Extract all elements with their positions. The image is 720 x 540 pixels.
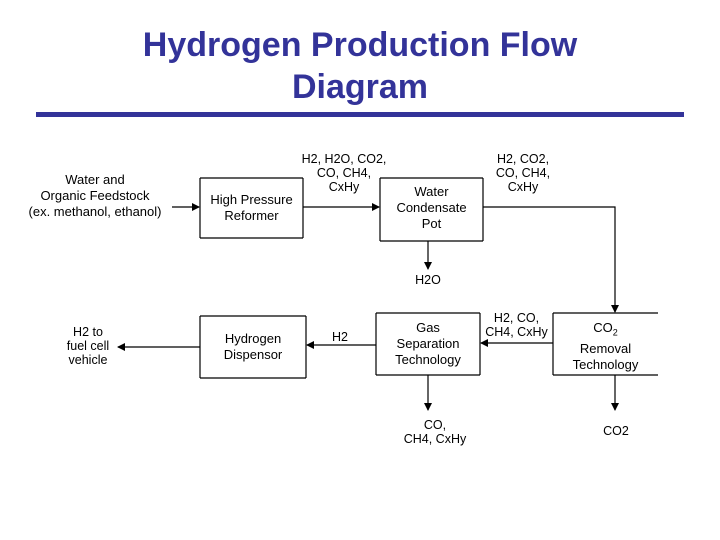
to-vehicle-label [58, 325, 118, 367]
separation-byproduct-line-2: CH4, CxHy [403, 432, 467, 446]
feedstock-label [18, 172, 172, 220]
to-vehicle-line-1: H2 to [73, 325, 103, 339]
separation-byproduct-label [398, 418, 472, 446]
gas-separation-line-3: Technology [395, 352, 461, 367]
feedstock-line-1: Water and [65, 172, 125, 187]
co2-removal-line-1-sub: 2 [612, 327, 618, 338]
separation-byproduct-line-1: CO, [423, 418, 447, 432]
gas-separation-node [376, 320, 480, 368]
feedstock-line-3: (ex. methanol, ethanol) [28, 204, 162, 219]
title-line-2: Diagram [291, 68, 429, 106]
title-line-1: Hydrogen Production Flow [142, 26, 578, 64]
condensate-pot-line-2: Condensate [396, 200, 467, 215]
co2-removal-line-1 [553, 320, 658, 341]
pot-to-co2-removal-arrow [483, 207, 615, 312]
h2-to-dispenser-label [325, 330, 355, 344]
reformer-line-2: Reformer [224, 208, 279, 223]
co2-out-text: CO2 [603, 424, 629, 438]
co2-removal-line-1-text: CO [593, 320, 613, 335]
reformer-node [200, 192, 303, 224]
to-separation-line-2: CH4, CxHy [485, 325, 548, 339]
dispenser-node [200, 331, 306, 363]
reformer-out-line-3: CxHy [328, 180, 360, 194]
reformer-line-1: High Pressure [210, 192, 293, 207]
pot-water-text: H2O [415, 273, 441, 287]
to-vehicle-line-2: fuel cell [66, 339, 110, 353]
gas-separation-line-1: Gas [416, 320, 440, 335]
pot-out-stream-label [484, 152, 562, 194]
gas-separation-line-2: Separation [396, 336, 460, 351]
condensate-pot-line-1: Water [414, 184, 449, 199]
reformer-out-line-2: CO, CH4, [316, 166, 372, 180]
reformer-out-stream-label [296, 152, 392, 194]
to-separation-stream-label [480, 311, 553, 339]
co2-removal-line-2: Removal [579, 340, 632, 356]
pot-out-line-1: H2, CO2, [496, 152, 550, 166]
dispenser-line-2: Dispensor [223, 347, 283, 362]
reformer-out-line-1: H2, H2O, CO2, [301, 152, 387, 166]
feedstock-line-2: Organic Feedstock [40, 188, 150, 203]
to-separation-line-1: H2, CO, [493, 311, 540, 325]
condensate-pot-node [380, 184, 483, 232]
h2-to-dispenser-text: H2 [332, 330, 348, 344]
pot-water-label [408, 273, 448, 287]
condensate-pot-line-3: Pot [421, 216, 442, 231]
co2-removal-line-3: Technology [572, 356, 639, 372]
pot-out-line-3: CxHy [507, 180, 539, 194]
dispenser-line-1: Hydrogen [224, 331, 282, 346]
to-vehicle-line-3: vehicle [68, 353, 108, 367]
co2-out-label [596, 424, 636, 438]
co2-removal-node [553, 320, 658, 373]
pot-out-line-2: CO, CH4, [495, 166, 551, 180]
